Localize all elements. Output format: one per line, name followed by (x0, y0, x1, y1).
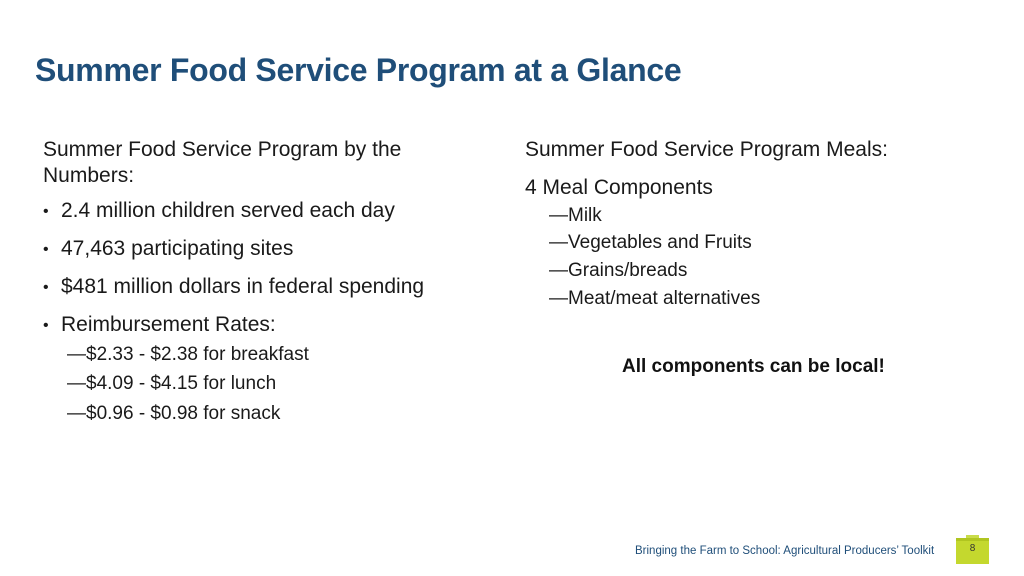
bullet-item (43, 236, 488, 263)
bullet-icon: • (43, 240, 49, 258)
meals-section (525, 137, 955, 314)
page-number-badge (956, 535, 989, 564)
rate-snack: —$0.96 - $0.98 for snack (67, 402, 281, 424)
bullet-item (43, 312, 488, 339)
bullet-text: $481 million dollars in federal spending (61, 274, 425, 298)
bullet-text: Reimbursement Rates: (61, 312, 276, 336)
rate-breakfast: —$2.33 - $2.38 for breakfast (67, 343, 309, 365)
bullet-item (43, 274, 488, 301)
component-meat: —Meat/meat alternatives (549, 287, 761, 309)
meals-heading: Summer Food Service Program Meals: (525, 138, 888, 161)
meal-components-heading: 4 Meal Components (525, 176, 713, 200)
slide-title: Summer Food Service Program at a Glance (35, 52, 682, 88)
page-number: 8 (969, 543, 976, 554)
component-grains: —Grains/breads (549, 259, 688, 281)
footer-text: Bringing the Farm to School: Agricultural Producers’ Toolkit (635, 545, 935, 557)
component-milk: —Milk (549, 204, 602, 226)
component-vegetables-fruits: —Vegetables and Fruits (549, 232, 752, 254)
bullet-text: 47,463 participating sites (61, 236, 294, 260)
bullet-icon: • (43, 278, 49, 296)
bullet-icon: • (43, 202, 49, 220)
numbers-section (43, 137, 488, 432)
rate-lunch: —$4.09 - $4.15 for lunch (67, 373, 277, 395)
numbers-heading: Summer Food Service Program by the Numbers: (43, 138, 402, 188)
bullet-icon: • (43, 316, 49, 334)
bullet-text: 2.4 million children served each day (61, 198, 395, 222)
bullet-item (43, 198, 488, 225)
local-callout: All components can be local! (622, 356, 885, 377)
